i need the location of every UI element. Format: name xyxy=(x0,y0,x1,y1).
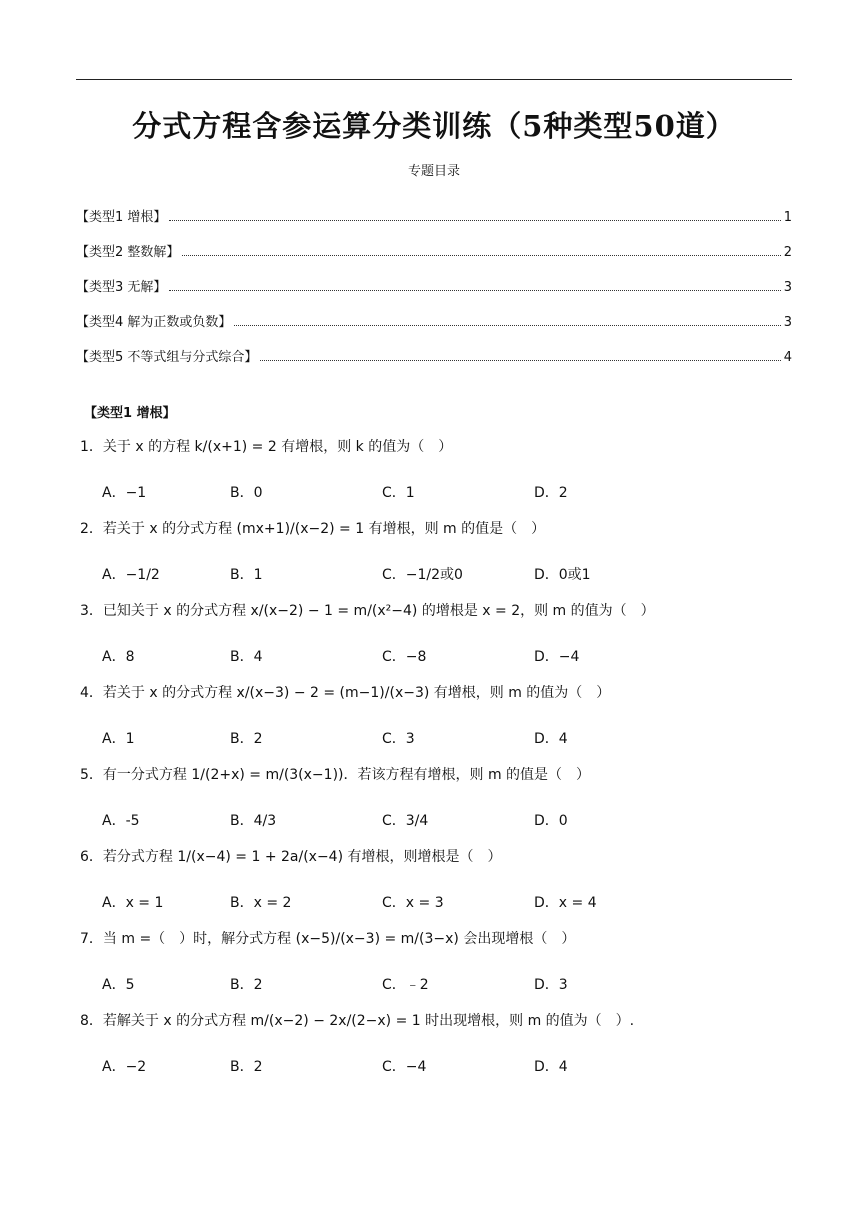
question-stem: 6．若分式方程 1/(x−4) = 1 + 2a/(x−4) 有增根，则增根是（ ） xyxy=(80,849,502,865)
option-b[interactable]: B．x = 2 xyxy=(230,895,292,911)
toc-leader xyxy=(234,325,780,326)
toc-entry-label: 【类型3 无解】 xyxy=(76,280,167,295)
page-title: 分式方程含参运算分类训练（5种类型50道） xyxy=(132,109,736,143)
toc-heading: 专题目录 xyxy=(407,164,460,179)
toc-entry[interactable] xyxy=(76,225,792,260)
option-b[interactable]: B．0 xyxy=(230,485,263,501)
toc-leader xyxy=(260,360,780,361)
option-d[interactable]: D．−4 xyxy=(534,649,580,665)
option-a[interactable]: A．8 xyxy=(102,649,135,665)
option-d[interactable]: D．0或1 xyxy=(534,567,591,583)
toc-leader xyxy=(169,220,780,221)
question-stem: 4．若关于 x 的分式方程 x/(x−3) − 2 = (m−1)/(x−3) 有增根，则 m 的值为（ ） xyxy=(80,685,611,701)
toc-entry[interactable] xyxy=(76,295,792,330)
answer-options xyxy=(102,974,722,994)
option-a[interactable]: A．x = 1 xyxy=(102,895,164,911)
option-a[interactable]: A．5 xyxy=(102,977,135,993)
option-b[interactable]: B．2 xyxy=(230,1059,263,1075)
toc-entry[interactable] xyxy=(76,190,792,225)
question-stem: 8．若解关于 x 的分式方程 m/(x−2) − 2x/(2−x) = 1 时出现增根，则 m 的值为（ ）. xyxy=(80,1013,635,1029)
option-d[interactable]: D．4 xyxy=(534,731,568,747)
answer-options xyxy=(102,1056,722,1076)
question-stem: 2．若关于 x 的分式方程 (mx+1)/(x−2) = 1 有增根，则 m 的值是（ ） xyxy=(80,521,546,537)
option-c[interactable]: C．3/4 xyxy=(382,813,429,829)
question-item xyxy=(80,846,790,928)
toc-entry-page: 3 xyxy=(783,280,792,295)
table-of-contents xyxy=(76,190,792,365)
toc-entry-label: 【类型5 不等式组与分式综合】 xyxy=(76,350,258,365)
option-c[interactable]: C．1 xyxy=(382,485,415,501)
question-stem: 5．有一分式方程 1/(2+x) = m/(3(x−1))．若该方程有增根，则 m 的值是（ ） xyxy=(80,767,591,783)
option-c[interactable]: C．−1/2或0 xyxy=(382,567,463,583)
question-list xyxy=(80,436,790,1092)
question-item xyxy=(80,436,790,518)
question-stem: 3．已知关于 x 的分式方程 x/(x−2) − 1 = m/(x²−4) 的增根是 x = 2，则 m 的值为（ ） xyxy=(80,603,655,619)
toc-entry-label: 【类型4 解为正数或负数】 xyxy=(76,315,232,330)
toc-entry-page: 3 xyxy=(783,315,792,330)
section-heading: 【类型1 增根】 xyxy=(84,406,176,421)
answer-options xyxy=(102,482,722,502)
option-a[interactable]: A．−2 xyxy=(102,1059,147,1075)
question-item xyxy=(80,764,790,846)
question-item xyxy=(80,682,790,764)
answer-options xyxy=(102,646,722,666)
option-c[interactable]: C．3 xyxy=(382,731,415,747)
toc-entry[interactable] xyxy=(76,330,792,365)
option-a[interactable]: A．1 xyxy=(102,731,135,747)
option-b[interactable]: B．1 xyxy=(230,567,263,583)
answer-options xyxy=(102,892,722,912)
question-item xyxy=(80,1010,790,1092)
answer-options xyxy=(102,564,722,584)
toc-entry-page: 4 xyxy=(783,350,792,365)
question-stem: 1．关于 x 的方程 k/(x+1) = 2 有增根，则 k 的值为（ ） xyxy=(80,439,453,455)
question-stem: 7．当 m =（ ）时，解分式方程 (x−5)/(x−3) = m/(3−x) 会出现增根（ ） xyxy=(80,931,576,947)
toc-entry-label: 【类型2 整数解】 xyxy=(76,245,180,260)
toc-entry-page: 1 xyxy=(783,210,792,225)
toc-leader xyxy=(182,255,780,256)
toc-leader xyxy=(169,290,780,291)
option-b[interactable]: B．4/3 xyxy=(230,813,277,829)
question-item xyxy=(80,928,790,1010)
option-a[interactable]: A．-5 xyxy=(102,813,140,829)
answer-options xyxy=(102,728,722,748)
option-d[interactable]: D．0 xyxy=(534,813,568,829)
option-b[interactable]: B．2 xyxy=(230,731,263,747)
option-d[interactable]: D．4 xyxy=(534,1059,568,1075)
toc-entry[interactable] xyxy=(76,260,792,295)
answer-options xyxy=(102,810,722,830)
option-b[interactable]: B．4 xyxy=(230,649,263,665)
option-c[interactable]: C．﹣2 xyxy=(382,977,429,993)
question-item xyxy=(80,600,790,682)
option-a[interactable]: A．−1 xyxy=(102,485,147,501)
option-c[interactable]: C．x = 3 xyxy=(382,895,444,911)
option-a[interactable]: A．−1/2 xyxy=(102,567,160,583)
option-c[interactable]: C．−8 xyxy=(382,649,427,665)
header-rule xyxy=(76,79,792,80)
option-d[interactable]: D．3 xyxy=(534,977,568,993)
question-item xyxy=(80,518,790,600)
toc-entry-page: 2 xyxy=(783,245,792,260)
toc-entry-label: 【类型1 增根】 xyxy=(76,210,167,225)
option-d[interactable]: D．2 xyxy=(534,485,568,501)
option-d[interactable]: D．x = 4 xyxy=(534,895,597,911)
option-b[interactable]: B．2 xyxy=(230,977,263,993)
option-c[interactable]: C．−4 xyxy=(382,1059,427,1075)
